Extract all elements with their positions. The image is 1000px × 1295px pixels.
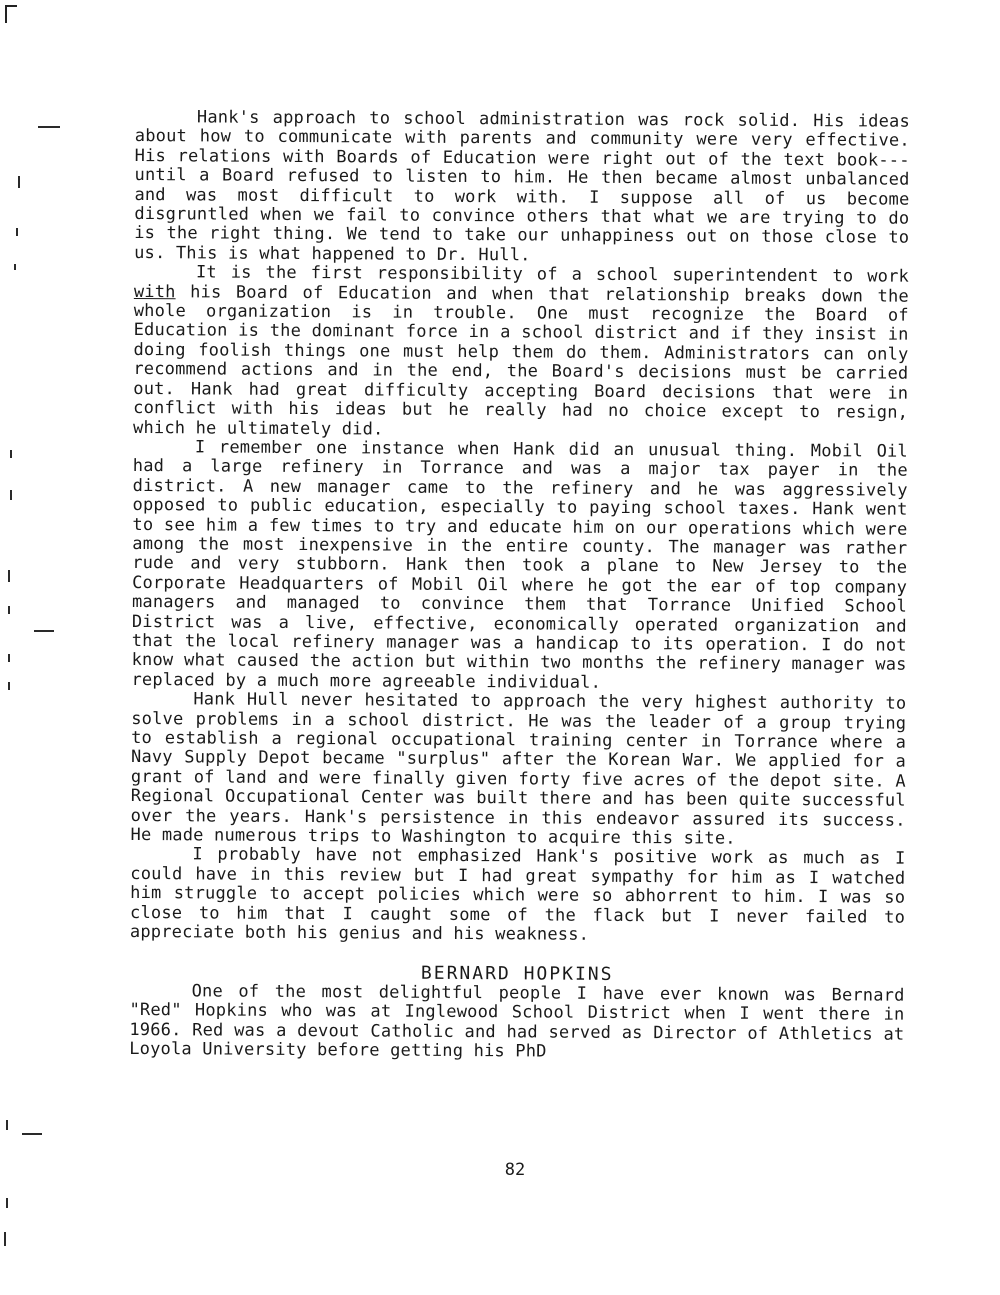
page-number: 82 (504, 1160, 526, 1180)
scan-margin-mark (4, 1232, 6, 1246)
scan-margin-mark (10, 490, 12, 500)
paragraph: Hank's approach to school administration was rock solid. His ideas about how to communicate with parents and community were very effective. His relations with Boards of Education were right out of the text book--- until a Board refused to listen to him. He then became almost unbalanced and was most difficult to work with. I suppose all of us become disgruntled when we fail to convince others that what we are trying to do is the right thing. We tend to take our unhappiness out on those close to us. This is what happened to Dr. Hull. (134, 107, 910, 266)
scan-margin-mark (8, 606, 10, 614)
scan-margin-mark (18, 176, 20, 188)
paragraph-body: Board of Education and when that relationship breaks down the whole organization is in trouble. One must recognize the Board of Education is the dominant force in a school district and if they insist in doing foolish things one must help them do them. Administrators can only recommend actions and in the end, the Board's decisions must be carried out. Hank had great difficulty accepting Board decisions that were in conflict with his ideas but he really had no choice except to resign, which he ultimately did. (132, 282, 909, 440)
scan-margin-mark (6, 1198, 8, 1208)
scan-corner-mark (5, 5, 17, 23)
paragraph-lead-tail: his (175, 281, 222, 303)
scan-margin-mark (6, 1120, 8, 1130)
scan-margin-mark (14, 264, 16, 270)
scan-margin-mark (38, 126, 60, 128)
section-heading: BERNARD HOPKINS (420, 963, 614, 986)
paragraph: I probably have not emphasized Hank's positive work as much as I could have in this review but I had great sympathy for him as I watched him struggle to accept policies which were so abhorrent to him. I was so close to him that I caught some of the flack but I never failed to appreciate both his genius and his weakness. (129, 844, 906, 945)
emphasized-word: with (133, 281, 176, 302)
scan-margin-mark (10, 450, 12, 458)
scan-margin-mark (22, 1133, 42, 1135)
paragraph (133, 263, 909, 442)
scan-margin-mark (16, 228, 18, 236)
paragraph: One of the most delightful people I have ever known was Bernard "Red" Hopkins who was at Inglewood School District when I went there in 1966. Red was a devout Catholic and had served as Director of Athletics at Loyola University before getting his PhD (129, 981, 905, 1062)
paragraph: I remember one instance when Hank did an unusual thing. Mobil Oil had a large refinery in Torrance and was a major tax payer in the district. A new manager came to the refinery and he was aggressively opposed to public education, especially to paying school taxes. Hank went to see him a few times to try and educate him on our operations which were among the most inexpensive in the entire county. The manager was rather rude and very stubborn. Hank then took a plane to New Jersey to the Corporate Headquarters of Mobil Oil where he got the ear of top company managers and managed to convince them that Torrance Unified School District was a live, effective, economically operated organization and that the local refinery manager was a handicap to its operation. I do not know what caused the action but within two months the refinery manager was replaced by a much more agreeable individual. (131, 437, 908, 693)
scan-margin-mark (8, 654, 10, 662)
body-text (129, 108, 910, 1064)
paragraph-lead: It is the first responsibility of a school superintendent to work (195, 262, 910, 287)
paragraph: Hank Hull never hesitated to approach the very highest authority to solve problems in a school district. He was the leader of a group trying to establish a regional occupational training center in Torrance where a Navy Supply Depot became "surplus" after the Korean War. We applied for a grant of land and were finally given forty five acres of the depot site. A Regional Occupational Center was built there and has been quite successful over the years. Hank's persistence in this endeavor assured its success. He made numerous trips to Washington to acquire this site. (130, 689, 907, 849)
scan-margin-mark (8, 682, 10, 690)
scan-margin-mark (34, 630, 54, 632)
scan-margin-mark (8, 570, 10, 582)
